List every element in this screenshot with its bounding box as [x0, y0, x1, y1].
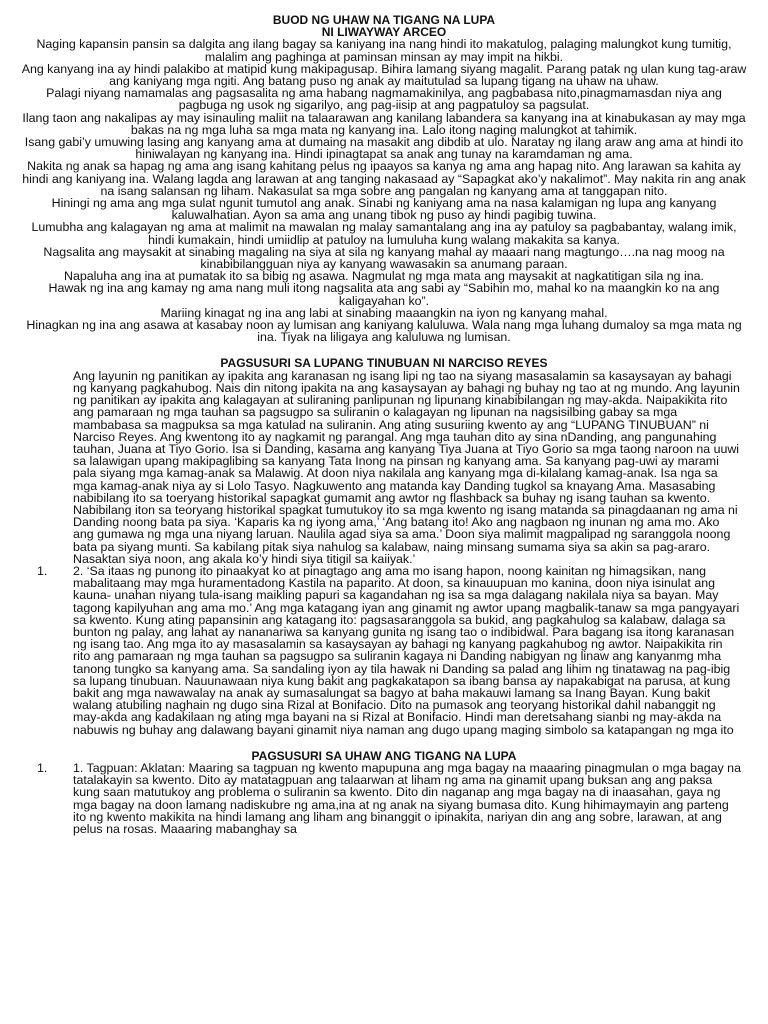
list-item [37, 563, 741, 737]
analysis-list [0, 762, 768, 835]
section-heading: PAGSUSURI SA LUPANG TINUBUAN NI NARCISO REYES [220, 356, 548, 371]
document-author: NI LIWAYWAY ARCEO [321, 25, 447, 40]
document-page [0, 14, 768, 835]
list-item-text: 1. Tagpuan: Aklatan: Maaring sa tagpuan ng kwento mapupuna ang mga bagay na maaaring pinagmulan o mga bagay na tatalakayin sa kwento. Dito ay matatagpuan ang talaarwan at liham ng ama na ginamit upang buksan ang ang paksa kung saan matutukoy ang problema o suliranin sa kwento. Dito din naganap ang mga bagay na di inaasahan, gaya ng mga bagay na doon lamang nadiskubre ng ama,ina at ng anak na siyang bumasa dito. Kung hihimaymayin ang parteng ito ng kwento makikita na hindi lamang ang liham ang binanggit o ipinakita, nariyan din ang ang sobre, larawan, at ang pelus na rosas. Maaaring mabanghay sa [73, 760, 741, 836]
summary-paragraph: Nakita ng anak sa hapag ng ama ang isang kahitang pelus ng ipaayos sa kanya ng ama ang hapag nito. Ang larawan sa kahita ay hindi ang kaniyang ina. Walang lagda ang larawan at ang tanging nakasaad ay “Sapagkat ako’y nakalimot”. May nakita rin ang anak na isang salansan ng liham. Nakasulat sa mga sobre ang pangalan ng kanyang ama at tanggapan nito. [22, 159, 746, 198]
list-number: 1. [37, 563, 48, 578]
summary-paragraph: Lumubha ang kalagayan ng ama at malimit na mawalan ng malay samantalang ang ina ay patuloy sa pagbabantay, walang imik, hindi kumakain, hindi umiidlip at patuloy na lumuluha kung walang makakita sa kanya. [31, 220, 737, 247]
summary-body [22, 38, 747, 343]
summary-paragraph: Mariing kinagat ng ina ang labi at sinabing maaangkin na iyon ng kanyang mahal. [160, 305, 608, 320]
summary-paragraph: Palagi niyang namamalas ang pagsasalita ng ama habang nagmamakinilya, ang pagbabasa nito,pinagmamasdan niya ang pagbuga ng usok ng sigarilyo, ang pag-iisip at ang pagpatuloy sa pagsulat. [46, 86, 722, 113]
summary-paragraph: Hiningi ng ama ang mga sulat ngunit tumutol ang anak. Sinabi ng kaniyang ama na nasa kalamigan ng lupa ang kanyang kaluwalhatian. Ayon sa ama ang unang tibok ng puso ay hindi pagibig tuwina. [51, 196, 717, 223]
list-item-text: 2. ‘Sa itaas ng punong ito pinaakyat ko at pinagtago ang ama mo isang hapon, noong kainitan ng himagsikan, nang mabalitaang may mga huramentadong Kastila na paparito. At doon, sa kinauupuan mo kanina, doon niya isinulat ang kauna- unahan niyang tula-isang maikling papuri sa kagandahan ng isa sa mga dalagang nakilala niya sa bayan. May tagong kapilyuhan ang ama mo.’ Ang mga katagang iyan ang ginamit ng awtor upang magbalik-tanaw sa mga pangyayari sa kwento. Kung ating papansinin ang katagang ito: pagsasaranggola sa bukid, ang pagkahulog sa kalabaw, dalaga sa bunton ng palay, ang lahat ay nananariwa sa kanyang gunita ng isang tao o indibidwal. Para bagang isa itong karanasan ng isang tao. Ang mga ito ay masasalamin sa kasaysayan ay bahagi ng kanyang pagkahubog ng awtor. Naipakikita rin rito ang pamaraan ng mga tauhan sa pagsugpo sa suliranin kagaya ni Danding nabigyan ng linaw ang kanyanmg mha tanong tungko sa kanyang ama. Sa sandaling iyon ay tila hawak ni Danding sa palad ang lihim ng tinatawag na pag-ibig sa lupang tinubuan. Nauunawaan niya kung bakit ang pagkakatapon sa ibang bansa ay napakabigat na parusa, at kung bakit ang mga nawawalay na anak ay sumasalungat sa bagyo at baha makauwi lamang sa Inang Bayan. Kung bakit walang atubiling naghain ng dugo sina Rizal at Bonifacio. Dito na pumasok ang teoryang historikal dahil nabanggit ng may-akda ang kadakilaan ng ating mga bayani na si Rizal at Bonifacio. Hindi man deretsahang sianbi ng may-akda na nabuwis ng buhay ang dalawang bayani ginamit niya naman ang dugo upang maging simbolo sa katapangan ng mga ito [73, 563, 740, 737]
summary-paragraph: Nagsalita ang maysakit at sinabing magaling na siya at sila ng kanyang mahal ay maaari nang magtungo….na nag moog na kinabibilangguan niya ay kanyang wawasakin sa anumang paraan. [43, 244, 725, 272]
document-title: BUOD NG UHAW NA TIGANG NA LUPA [272, 13, 496, 27]
section-heading: PAGSUSURI SA UHAW ANG TIGANG NA LUPA [251, 748, 517, 763]
analysis-list [0, 565, 768, 736]
analysis-paragraph: Ang layunin ng panitikan ay ipakita ang karanasan ng isang lipi ng tao na siyang masasalamin sa kasaysayan ay bahagi ng kanyang pagkahubog. Nais din nitong ipakita na ang kasaysayan ay bahagi ng buhay ng tao at ng mundo. Ang layunin ng panitikan ay ipakita ang kalagayan at suliraning panlipunan ng lipunang kinabibilangan ng may-akda. Naipakikita rito ang pamaraan ng mga tauhan sa pagsugpo sa suliranin o kalagayan ng lipunan na nagsisilbing gabay sa mga mambabasa sa magpuksa sa mga katulad na suliranin. Ang ating susuriing kwento ay ang “LUPANG TINUBUAN” ni Narciso Reyes. Ang kwentong ito ay nagkamit ng parangal. Ang mga tauhan dito ay sina nDanding, ang pangunahing tauhan, Juana at Tiyo Gorio. Isa si Danding, kasama ang kanyang Tiya Juana at Tiyo Gorio sa mga taong naroon na uuwi sa lalawigan upang makipaglibing sa kanyang Tata Inong na pinsan ng kanyang ama. Sa kanyang pag-uwi ay marami pala siyang mga kamag-anak sa Malawig. At doon niya nakilala ang kanyang mga di-kilalang kamag-anak. Isa nga sa mga kamag-anak niya ay si Lolo Tasyo. Nagkuwento ang matanda kay Danding tugkol sa knayang Ama. Masasabing nabibilang ito sa toeryang historikal sapagkat gumamit ang awtor ng flashback sa buhay ng isang tauhan sa kwento. Nabibilang iton sa teoryang historikal spagkat tumutukoy ito sa mga kwento ng isang matanda sa pinagdaanan ng ama ni Danding noong bata pa siya. ‘Kaparis ka ng iyong ama,’ ‘Ang batang ito! Ako ang nagbaon ng inunan ng ama mo. Ako ang gumawa ng mga una niyang laruan. Naulila agad siya sa ama.’ Doon siya malimit magpalipad ng saranggola noong bata pa siyang munti. Sa kabilang pitak siya nahulog sa kalabaw, naing minsang sumama siya sa akin sa pag-araro. Nasaktan siya noon, ang akala ko’y hindi siya titigil sa kaiiyak.’ [73, 368, 740, 566]
summary-paragraph: Naging kapansin pansin sa dalgita ang ilang bagay sa kaniyang ina nang hindi ito makatulog, palaging malungkot kung tumitig, malalim ang paghinga at paminsan minsan ay may impit na hikbi. [36, 37, 732, 64]
list-number: 1. [37, 760, 48, 775]
summary-paragraph: Hinagkan ng ina ang asawa at kasabay noon ay lumisan ang kaniyang kaluluwa. Wala nang mga luhang dumaloy sa mga mata ng ina. Tiyak na liligaya ang kaluluwa ng lumisan. [26, 318, 742, 345]
summary-paragraph: Ang kanyang ina ay hindi palakibo at matipid kung makipagusap. Bihira lamang siyang magalit. Parang patak ng ulan kung tag-araw ang kaniyang mga ngiti. Ang batang puso ng anak ay maitutulad sa lupang tigang na uhaw na uhaw. [21, 61, 747, 89]
summary-paragraph: Hawak ng ina ang kamay ng ama nang muli itong nagsalita ata ang sabi ay “Sabihin mo, mahal ko na maangkin ko na ang kaligayahan ko”. [48, 281, 720, 308]
summary-paragraph: Ilang taon ang nakalipas ay may isinauling maliit na talaarawan ang kanilang labandera sa kanyang ina at kinabukasan ay may mga bakas na ng mga luha sa mga mata ng kanyang ina. Lalo itong naging malungkot at tahimik. [22, 110, 746, 137]
summary-paragraph: Napaluha ang ina at pumatak ito sa bibig ng asawa. Nagmulat ng mga mata ang maysakit at nagkatitigan sila ng ina. [64, 269, 704, 284]
list-item [37, 760, 741, 836]
summary-paragraph: Isang gabi’y umuwing lasing ang kanyang ama at dumaing na masakit ang dibdib at ulo. Naratay ng ilang araw ang ama at hindi ito hiniwalayan ng kanyang ina. Hindi ipinagtapat sa anak ang tunay na karamdaman ng ama. [24, 135, 744, 162]
